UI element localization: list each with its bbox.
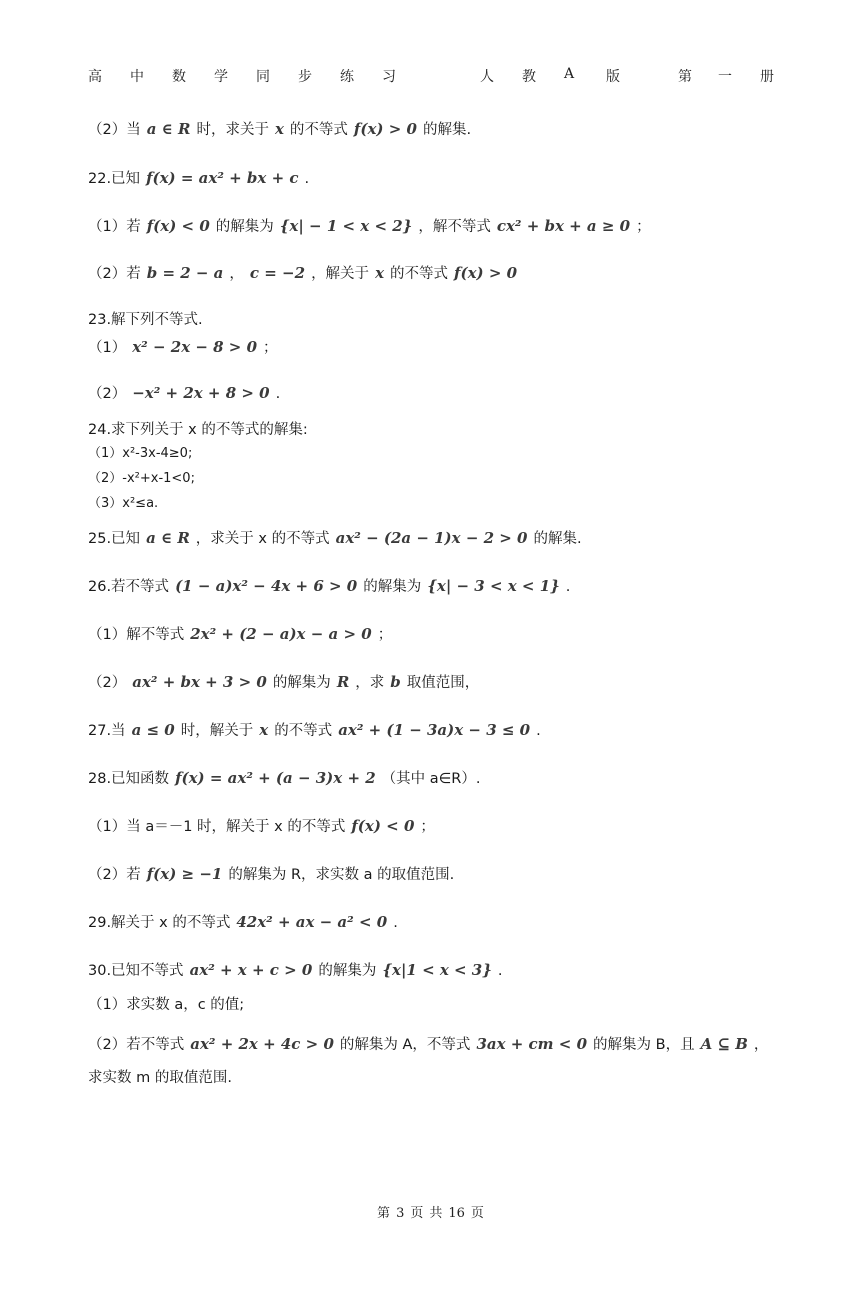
math-expression: c = −2 [249,264,306,282]
line-text: ； [636,219,651,235]
math-expression: cx² + bx + a ≥ 0 [496,217,631,235]
math-expression: a ∈ R [146,529,190,547]
line-text: ； [420,819,435,835]
line-text: 的解集. [422,122,472,138]
problem-line [88,119,471,140]
problem-line [88,576,570,597]
math-expression: f(x) = ax² + (a − 3)x + 2 [175,769,376,787]
line-text: 30.已知不等式 [88,963,184,979]
math-expression: x² − 2x − 8 > 0 [132,338,258,356]
footer-label-gong: 共 [429,1206,443,1221]
header-char: 同 [256,69,270,85]
line-text: 求实数 m 的取值范围. [88,1070,232,1086]
line-text: 的不等式 [390,266,449,282]
problem-line [88,1034,768,1055]
line-text: （2） [88,386,127,402]
footer-label-ye2: 页 [470,1206,484,1221]
math-expression: ax² − (2a − 1)x − 2 > 0 [335,529,528,547]
line-text: （2）若 [88,266,141,282]
line-text: （1）x²-3x-4≥0; [88,446,193,461]
line-text: （2）若不等式 [88,1037,185,1053]
line-text: ， [753,1037,769,1053]
line-text: （1）当 a＝－1 时，解关于 x 的不等式 [88,819,346,835]
problem-line [88,168,309,189]
math-expression: {x| − 3 < x < 1} [427,577,560,595]
math-expression: 3ax + cm < 0 [476,1035,588,1053]
problem-line [88,470,195,488]
math-expression: f(x) > 0 [353,120,417,138]
problem-line [88,445,192,463]
header-char: 册 [760,69,774,85]
problem-line [88,420,308,440]
line-text: （3）x²≤a. [88,496,159,511]
footer-label-di: 第 [377,1206,391,1221]
header-char: 中 [130,69,144,85]
line-text: 24.求下列关于 x 的不等式的解集: [88,422,308,438]
math-expression: R [336,673,350,691]
math-expression: 2x² + (2 − a)x − a > 0 [190,625,372,643]
math-expression: x [375,264,385,282]
math-expression: a ≤ 0 [131,721,175,739]
line-text: ； [377,627,393,643]
page-header [88,66,774,86]
line-text: （1） [88,340,127,356]
header-char: A [564,66,575,82]
problem-line [88,672,479,693]
problem-line [88,995,244,1015]
line-text: （1）求实数 a，c 的值; [88,997,245,1013]
line-text: 27.当 [88,723,126,739]
header-char: 数 [172,69,186,85]
line-text: 的解集为 B，且 [593,1037,695,1053]
line-text: （1）解不等式 [88,627,185,643]
line-text: . [393,915,398,931]
math-expression: x [274,120,284,138]
line-text: 的解集为 [272,675,331,691]
line-text: 26.若不等式 [88,579,170,595]
math-expression: A ⊆ B [700,1035,748,1053]
problem-line [88,216,651,237]
header-char: 步 [298,69,312,85]
line-text: （2）若 [88,867,141,883]
line-text: 的解集为 R，求实数 a 的取值范围. [228,867,455,883]
footer-total-pages: 16 [448,1206,465,1221]
line-text: 的解集为 A，不等式 [339,1037,471,1053]
header-char: 学 [214,69,228,85]
problem-line [88,263,523,284]
line-text: 的解集为 [215,219,274,235]
problem-line [88,528,582,549]
line-text: ，解不等式 [418,219,491,235]
math-expression: ax² + x + c > 0 [189,961,313,979]
math-expression: −x² + 2x + 8 > 0 [132,384,270,402]
problem-line [88,912,398,933]
line-text: 22.已知 [88,171,141,187]
line-text: 的解集为 [318,963,377,979]
math-expression: f(x) < 0 [351,817,415,835]
math-expression: (1 − a)x² − 4x + 6 > 0 [175,577,358,595]
line-text: 的解集. [533,531,582,547]
line-text: 的不等式 [274,723,333,739]
problem-line [88,310,203,330]
math-expression: a ∈ R [146,120,191,138]
math-expression: {x|1 < x < 3} [382,961,492,979]
problem-line [88,624,392,645]
line-text: （其中 a∈R）. [381,771,481,787]
line-text: （2）当 [88,122,141,138]
header-char: 习 [382,69,396,85]
header-char: 练 [340,69,354,85]
math-expression: f(x) > 0 [454,264,518,282]
line-text: 时，求关于 [196,122,269,138]
problem-line [88,495,158,513]
line-text: 28.已知函数 [88,771,170,787]
problem-line [88,864,454,885]
line-text: ，解关于 [311,266,370,282]
line-text: 取值范围， [406,675,480,691]
header-char: 教 [522,69,536,85]
line-text: 的解集为 [363,579,422,595]
math-expression: 42x² + ax − a² < 0 [236,913,388,931]
line-text: ，求关于 x 的不等式 [195,531,330,547]
header-char: 版 [606,69,620,85]
math-expression: ax² + 2x + 4c > 0 [190,1035,334,1053]
header-char: 一 [718,69,732,85]
math-expression: {x| − 1 < x < 2} [279,217,413,235]
math-expression: f(x) < 0 [146,217,210,235]
footer-label-ye: 页 [410,1206,424,1221]
math-expression: ax² + (1 − 3a)x − 3 ≤ 0 [338,721,531,739]
line-text: . [497,963,503,979]
header-char: 人 [480,69,494,85]
line-text: 25.已知 [88,531,141,547]
line-text: . [275,386,281,402]
problem-line [88,720,541,741]
math-expression: b [390,673,401,691]
math-expression: x [259,721,269,739]
problem-line [88,768,480,789]
line-text: ，求 [355,675,385,691]
line-text: 29.解关于 x 的不等式 [88,915,231,931]
math-expression: ax² + bx + 3 > 0 [132,673,267,691]
problem-line [88,383,280,404]
problem-line [88,337,278,358]
line-text: 23.解下列不等式. [88,312,203,328]
page-footer [0,1202,861,1221]
line-text: （2） [88,675,127,691]
line-text: 时，解关于 [180,723,254,739]
header-char: 第 [678,69,692,85]
problem-line [88,1068,232,1088]
line-text: ； [263,340,278,356]
math-expression: f(x) = ax² + bx + c [146,169,299,187]
footer-page-number: 3 [396,1206,405,1221]
math-expression: f(x) ≥ −1 [146,865,223,883]
problem-line [88,816,435,837]
line-text: （1）若 [88,219,141,235]
line-text: 的不等式 [289,122,348,138]
line-text: （2）-x²+x-1<0; [88,471,195,486]
math-expression: b = 2 − a [146,264,224,282]
line-text: . [565,579,571,595]
line-text: ， [229,266,244,282]
problem-line [88,960,503,981]
line-text: . [304,171,310,187]
header-char: 高 [88,69,102,85]
line-text: . [536,723,541,739]
